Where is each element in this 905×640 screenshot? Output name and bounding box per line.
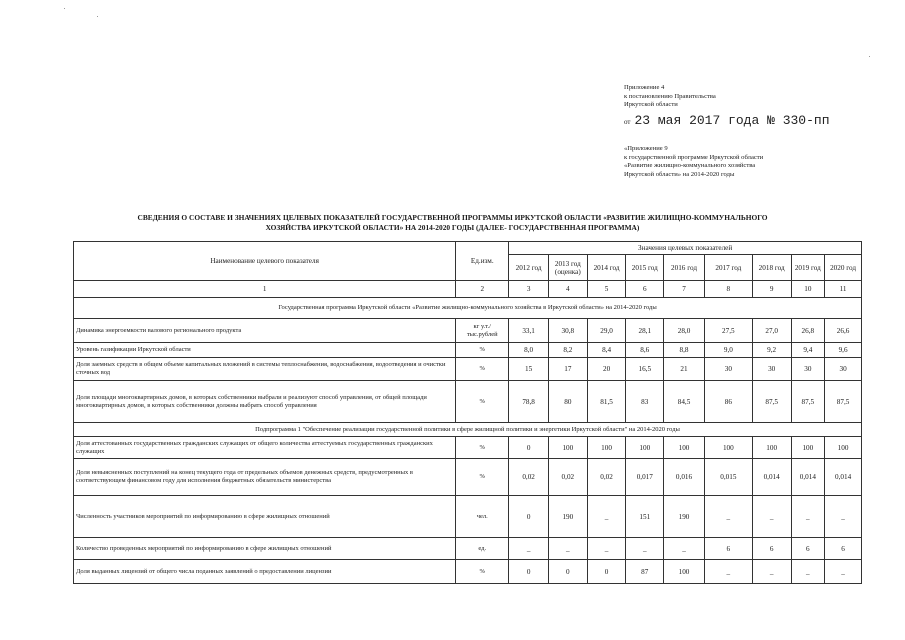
indicator-value: 30: [752, 358, 791, 381]
indicator-value: _: [791, 560, 825, 584]
indicator-value: _: [825, 496, 862, 538]
indicator-value: _: [626, 538, 664, 560]
indicator-value: 17: [548, 358, 587, 381]
appendix2-block: [624, 145, 763, 179]
indicator-value: 9,4: [791, 343, 825, 358]
indicator-value: 190: [664, 496, 705, 538]
column-number: 8: [704, 281, 752, 298]
table-row: [74, 358, 862, 381]
indicator-name: Динамика энергоемкости валового регионального продукта: [74, 319, 456, 343]
indicator-value: 0,02: [509, 459, 549, 496]
indicator-value: 9,2: [752, 343, 791, 358]
column-number: 1: [74, 281, 456, 298]
date-prefix: от: [624, 118, 631, 126]
indicator-value: 21: [664, 358, 705, 381]
indicator-value: 0,014: [752, 459, 791, 496]
table-row: [74, 437, 862, 459]
header-year: 2014 год: [587, 255, 626, 281]
indicator-value: _: [548, 538, 587, 560]
indicator-value: 100: [548, 437, 587, 459]
indicator-value: 9,6: [825, 343, 862, 358]
indicator-value: 9,0: [704, 343, 752, 358]
indicator-value: 0,014: [825, 459, 862, 496]
header-year: 2016 год: [664, 255, 705, 281]
indicator-value: 15: [509, 358, 549, 381]
indicator-value: 100: [704, 437, 752, 459]
column-number: 6: [626, 281, 664, 298]
indicator-value: 6: [704, 538, 752, 560]
indicator-value: 100: [664, 437, 705, 459]
indicator-name: Уровень газификации Иркутской области: [74, 343, 456, 358]
appendix2-line: «Приложение 9: [624, 145, 668, 152]
indicator-value: 87,5: [825, 381, 862, 423]
indicator-value: 0,02: [587, 459, 626, 496]
scan-speck: [869, 56, 870, 57]
indicator-value: 100: [752, 437, 791, 459]
indicator-value: 0,02: [548, 459, 587, 496]
indicator-value: 100: [791, 437, 825, 459]
appendix-block: [624, 84, 716, 110]
indicator-value: 30: [704, 358, 752, 381]
column-number: 4: [548, 281, 587, 298]
indicator-value: 8,0: [509, 343, 549, 358]
column-number: 5: [587, 281, 626, 298]
indicator-value: 26,6: [825, 319, 862, 343]
indicator-name: Численность участников мероприятий по информированию в сфере жилищных отношений: [74, 496, 456, 538]
indicator-value: 190: [548, 496, 587, 538]
section-title: Государственная программа Иркутской области «Развитие жилищно-коммунального хозяйства в Иркутской области» на 2014-2020 годы: [74, 298, 862, 319]
indicator-unit: %: [456, 381, 509, 423]
header-values: Значения целевых показателей: [509, 242, 862, 255]
scan-speck: [64, 8, 65, 9]
table-row: [74, 381, 862, 423]
indicator-value: 0: [587, 560, 626, 584]
indicator-value: _: [587, 538, 626, 560]
indicator-value: 29,0: [587, 319, 626, 343]
section-row: [74, 423, 862, 437]
indicator-value: 100: [626, 437, 664, 459]
table-row: [74, 343, 862, 358]
header-year: 2017 год: [704, 255, 752, 281]
appendix2-line: к государственной программе Иркутской области: [624, 153, 764, 161]
indicator-unit: %: [456, 437, 509, 459]
indicator-value: 0: [509, 496, 549, 538]
indicator-value: _: [704, 496, 752, 538]
column-number: 10: [791, 281, 825, 298]
indicator-value: 27,5: [704, 319, 752, 343]
indicator-value: 33,1: [509, 319, 549, 343]
section-title: Подпрограмма 1 "Обеспечение реализации государственной политики в сфере жилищной политики и энергетики Иркутской области" на 2014-2020 годы: [74, 423, 862, 437]
indicator-value: 0: [548, 560, 587, 584]
indicator-name: Доля невыясненных поступлений на конец текущего года от предельных объемов денежных средств, предусмотренных в соответствующем финансовом году для исполнения бюджетных обязательств министерства: [74, 459, 456, 496]
column-number: 2: [456, 281, 509, 298]
appendix-line: к постановлению Правительства: [624, 92, 716, 100]
indicator-value: 87,5: [791, 381, 825, 423]
appendix-line: Приложение 4: [624, 84, 665, 91]
indicator-value: 100: [664, 560, 705, 584]
header-unit: Ед.изм.: [456, 242, 509, 281]
appendix2-line: Иркутской области» на 2014-2020 годы: [624, 170, 735, 178]
indicator-value: 28,0: [664, 319, 705, 343]
appendix-line: Иркутской области: [624, 101, 678, 109]
indicator-name: Количество проведенных мероприятий по информированию в сфере жилищных отношений: [74, 538, 456, 560]
table-row: [74, 496, 862, 538]
indicator-unit: %: [456, 343, 509, 358]
indicator-name: Доля площади многоквартирных домов, в которых собственники выбрали и реализуют способ управления, от общей площади многоквартирных домов, в которых собственники должны выбрать способ управления: [74, 381, 456, 423]
header-year: 2020 год: [825, 255, 862, 281]
indicator-value: 84,5: [664, 381, 705, 423]
indicator-value: 20: [587, 358, 626, 381]
indicator-value: 30: [791, 358, 825, 381]
scan-speck: [97, 16, 98, 17]
column-number: 11: [825, 281, 862, 298]
indicator-unit: ед.: [456, 538, 509, 560]
header-year: 2012 год: [509, 255, 549, 281]
header-year: 2018 год: [752, 255, 791, 281]
indicator-value: _: [791, 496, 825, 538]
indicator-value: 28,1: [626, 319, 664, 343]
date-handwritten: 23 мая 2017 года № 330-пп: [634, 113, 830, 128]
indicator-value: 80: [548, 381, 587, 423]
indicator-value: _: [509, 538, 549, 560]
indicator-value: 0: [509, 560, 549, 584]
table-row: [74, 319, 862, 343]
indicator-unit: %: [456, 459, 509, 496]
indicator-value: 30,8: [548, 319, 587, 343]
indicator-value: 6: [825, 538, 862, 560]
indicator-value: 87: [626, 560, 664, 584]
column-number: 7: [664, 281, 705, 298]
table-row: [74, 459, 862, 496]
indicator-value: 16,5: [626, 358, 664, 381]
indicator-value: 30: [825, 358, 862, 381]
header-row: [74, 242, 862, 255]
numbering-row: [74, 281, 862, 298]
indicator-value: 26,8: [791, 319, 825, 343]
column-number: 9: [752, 281, 791, 298]
indicator-value: 0,017: [626, 459, 664, 496]
indicator-value: _: [587, 496, 626, 538]
header-year: 2013 год (оценка): [548, 255, 587, 281]
indicator-value: 0,015: [704, 459, 752, 496]
table-row: [74, 560, 862, 584]
indicator-unit: чел.: [456, 496, 509, 538]
indicator-value: 100: [587, 437, 626, 459]
indicator-value: 8,4: [587, 343, 626, 358]
header-year: 2015 год: [626, 255, 664, 281]
indicator-unit: %: [456, 358, 509, 381]
indicator-value: _: [704, 560, 752, 584]
indicator-value: 27,0: [752, 319, 791, 343]
indicator-name: Доля заемных средств в общем объеме капитальных вложений в системы теплоснабжения, водоснабжения, водоотведения и очистки сточных вод: [74, 358, 456, 381]
indicator-unit: кг у.т./ тыс.рублей: [456, 319, 509, 343]
indicators-table: [73, 241, 862, 584]
indicator-value: _: [752, 560, 791, 584]
indicator-unit: %: [456, 560, 509, 584]
indicator-value: 6: [791, 538, 825, 560]
document-title: [70, 213, 835, 233]
indicator-value: 0,014: [791, 459, 825, 496]
indicator-value: 151: [626, 496, 664, 538]
indicator-value: _: [664, 538, 705, 560]
indicator-value: 78,8: [509, 381, 549, 423]
header-indicator-name: Наименование целевого показателя: [74, 242, 456, 281]
indicator-value: _: [752, 496, 791, 538]
resolution-date: [624, 111, 830, 129]
section-row: [74, 298, 862, 319]
indicator-value: 100: [825, 437, 862, 459]
indicator-value: 8,2: [548, 343, 587, 358]
indicator-value: 6: [752, 538, 791, 560]
indicator-value: 8,6: [626, 343, 664, 358]
appendix2-line: «Развитие жилищно-коммунального хозяйства: [624, 162, 756, 170]
column-number: 3: [509, 281, 549, 298]
indicator-value: _: [825, 560, 862, 584]
title-line: ХОЗЯЙСТВА ИРКУТСКОЙ ОБЛАСТИ» НА 2014-2020 ГОДЫ (ДАЛЕЕ- ГОСУДАРСТВЕННАЯ ПРОГРАММА): [265, 223, 640, 232]
indicator-value: 81,5: [587, 381, 626, 423]
header-year: 2019 год: [791, 255, 825, 281]
indicator-value: 0: [509, 437, 549, 459]
indicator-value: 0,016: [664, 459, 705, 496]
indicator-name: Доля выданных лицензий от общего числа поданных заявлений о предоставлении лицензии: [74, 560, 456, 584]
title-line: СВЕДЕНИЯ О СОСТАВЕ И ЗНАЧЕНИЯХ ЦЕЛЕВЫХ ПОКАЗАТЕЛЕЙ ГОСУДАРСТВЕННОЙ ПРОГРАММЫ ИРКУТСКОЙ ОБЛАСТИ «РАЗВИТИЕ ЖИЛИЩНО-КОММУНАЛЬНОГО: [137, 213, 768, 222]
indicator-value: 86: [704, 381, 752, 423]
indicator-value: 8,8: [664, 343, 705, 358]
indicator-name: Доля аттестованных государственных гражданских служащих от общего количества аттестуемых государственных гражданских служащих: [74, 437, 456, 459]
indicator-value: 83: [626, 381, 664, 423]
table-row: [74, 538, 862, 560]
indicator-value: 87,5: [752, 381, 791, 423]
